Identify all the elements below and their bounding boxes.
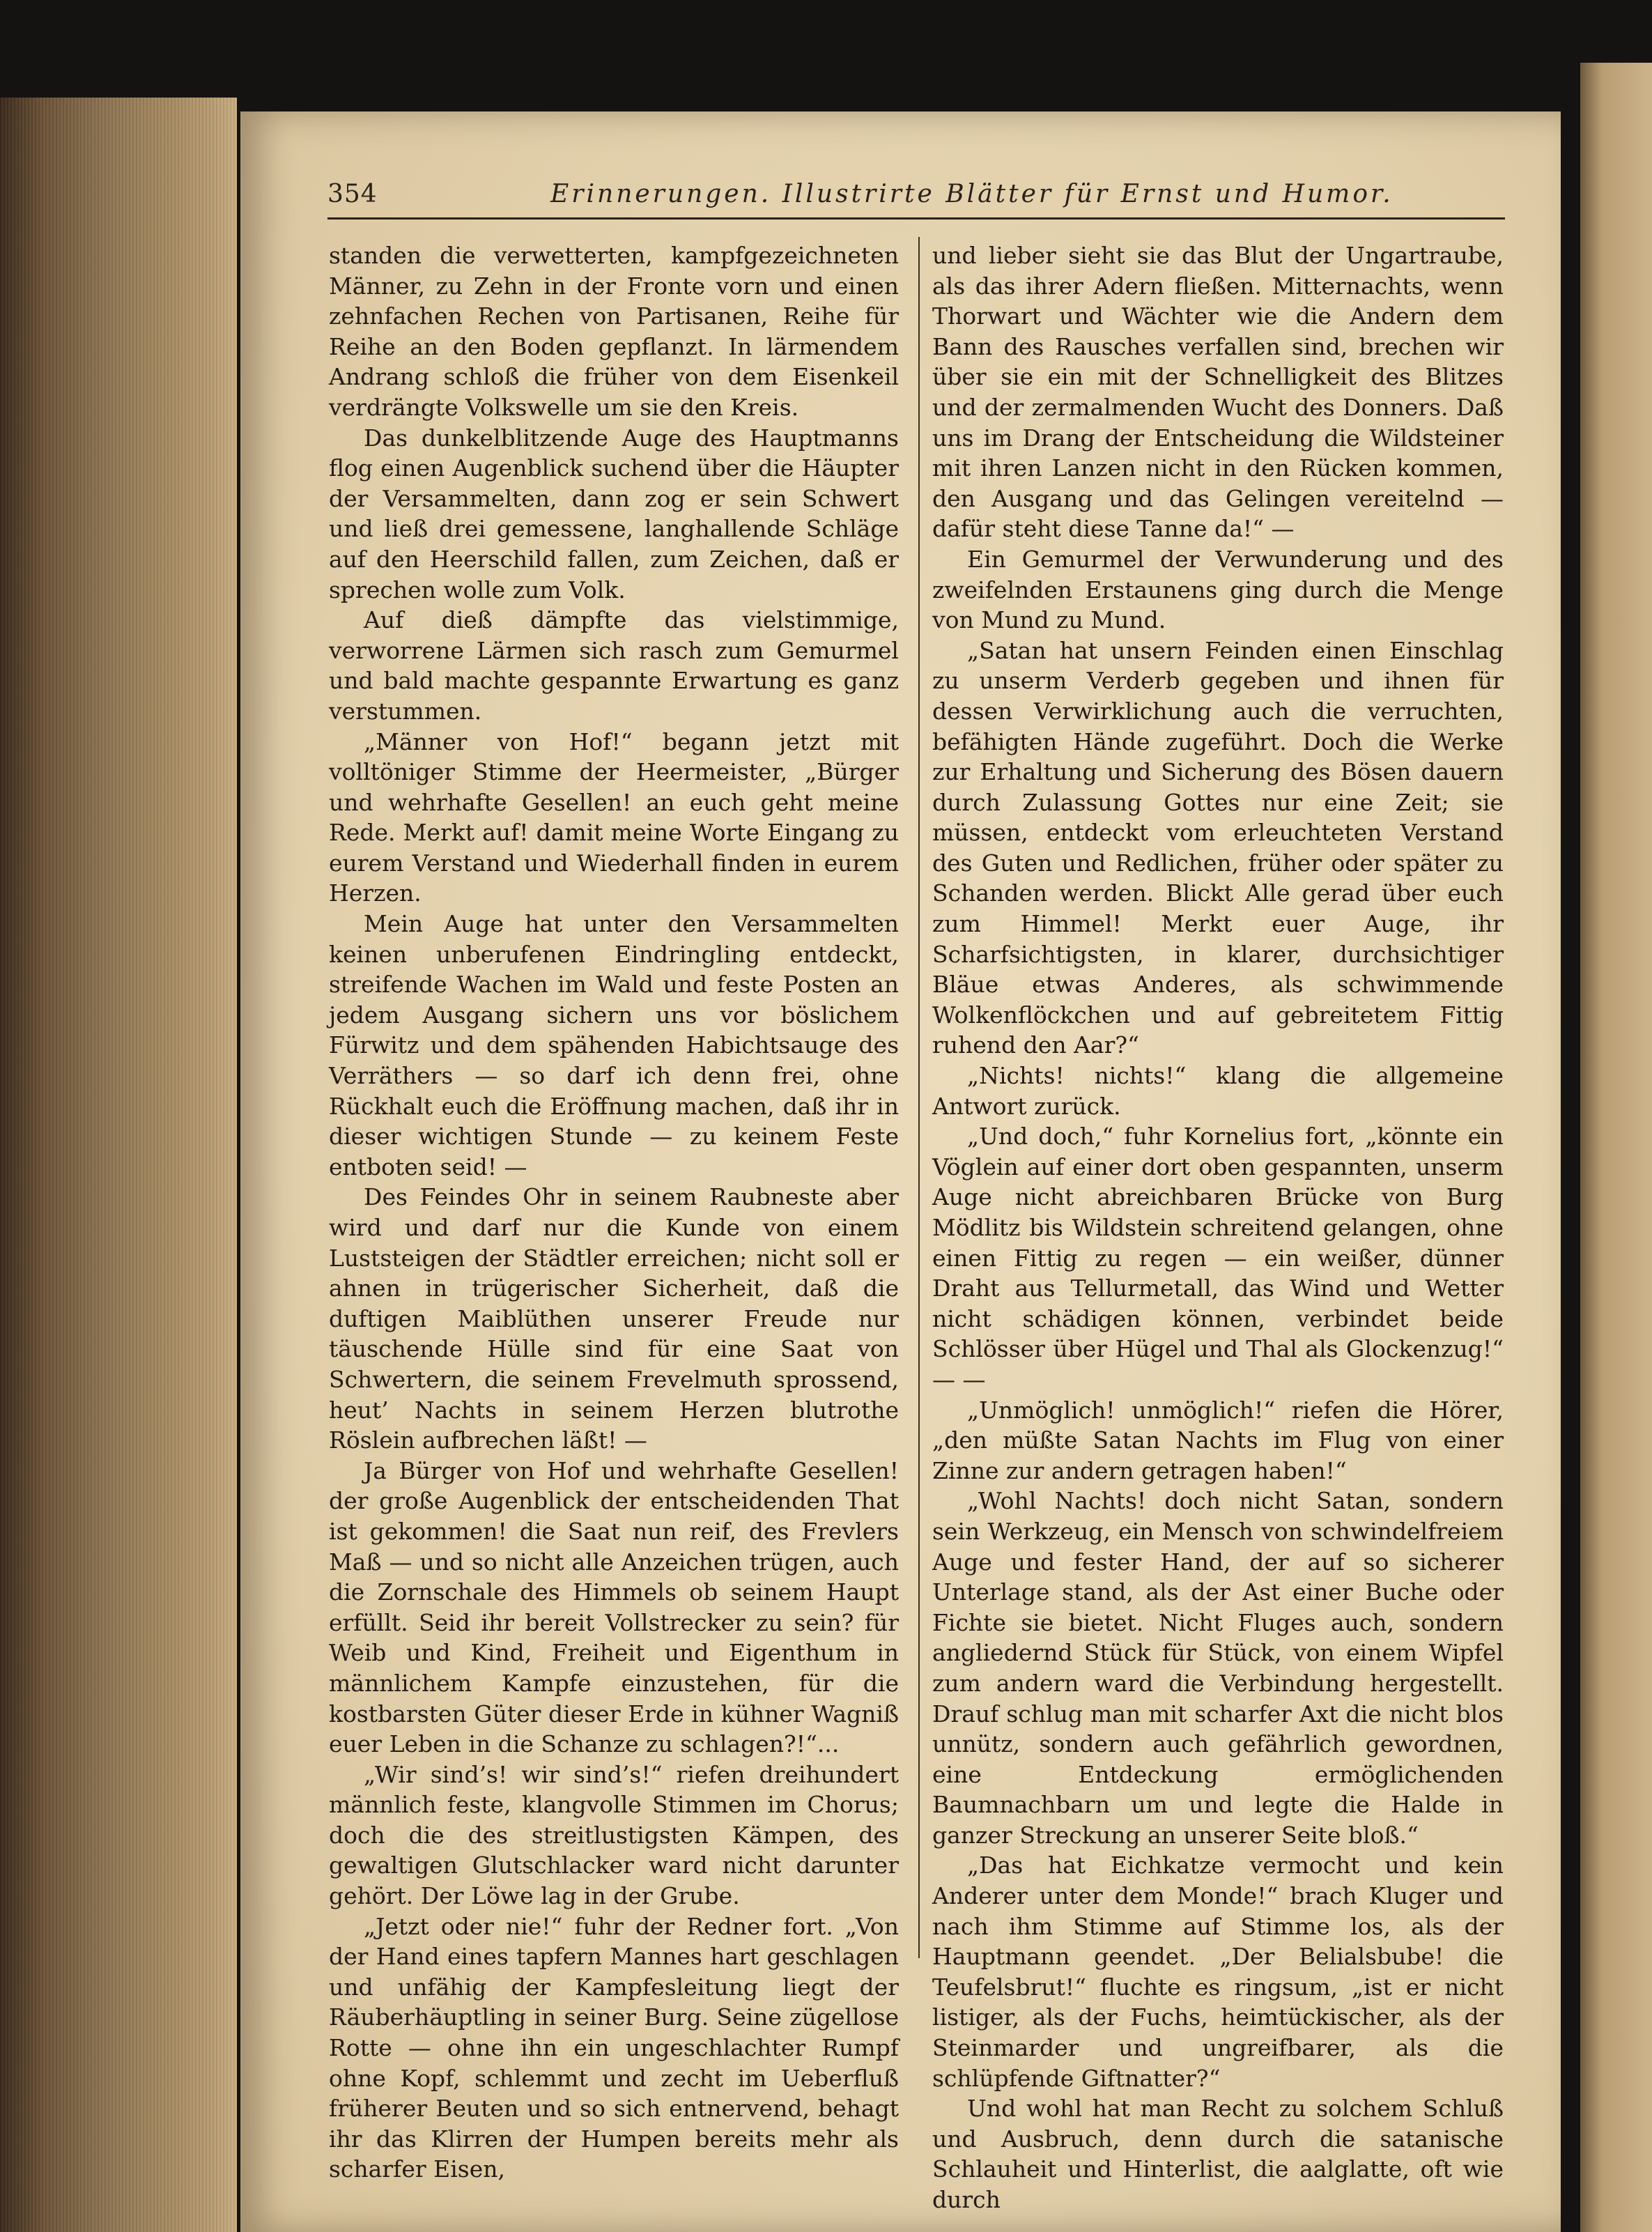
paragraph: Mein Auge hat unter den Versammelten keinen unberufenen Eindringling entdeckt, streifende Wachen im Wald und feste Posten an jedem Ausgang sichern uns vor böslichem Fürwitz und dem spähenden Habichtsauge des Verräthers — so darf ich denn frei, ohne Rückhalt euch die Eröffnung machen, daß ihr in dieser wichtigen Stunde — zu keinem Feste entboten seid! — bbox=[329, 910, 899, 1180]
right-column bbox=[932, 240, 1504, 2215]
paragraph: Ja Bürger von Hof und wehrhafte Gesellen! der große Augenblick der entscheidenden That ist gekommen! die Saat nun reif, des Frevlers Maß — und so nicht alle Anzeichen trügen, auch die Zornschale des Himmels ob seinem Haupt erfüllt. Seid ihr bereit Vollstrecker zu sein? für Weib und Kind, Freiheit und Eigenthum in männlichem Kampfe einzustehen, für die kostbarsten Güter dieser Erde in kühner Wagniß euer Leben in die Schanze zu schlagen?!“... bbox=[329, 1456, 899, 1758]
paragraph: „Das hat Eichkatze vermocht und kein Anderer unter dem Monde!“ brach Kluger und nach ihm Stimme auf Stimme los, als der Hauptmann geendet. „Der Belialsbube! die Teufelsbrut!“ fluchte es ringsum, „ist er nicht listiger, als der Fuchs, heimtückischer, als der Steinmarder und ungreifbarer, als die schlüpfende Giftnatter?“ bbox=[932, 1852, 1504, 2092]
paragraph: „Wohl Nachts! doch nicht Satan, sondern sein Werkzeug, ein Mensch von schwindelfreiem Auge und fester Hand, der auf so sicherer Unterlage stand, als der Ast einer Buche oder Fichte sie bietet. Nicht Fluges auch, sondern angliedernd Stück für Stück, von einem Wipfel zum andern ward die Verbindung hergestellt. Drauf schlug man mit scharfer Axt die nicht blos unnütz, sondern auch gefährlich gewordnen, eine Entdeckung ermöglichenden Baumnachbarn um und legte die Halde in ganzer Streckung an unserer Seite bloß.“ bbox=[932, 1487, 1504, 1849]
paragraph: Auf dieß dämpfte das vielstimmige, verworrene Lärmen sich rasch zum Gemurmel und bald machte gespannte Erwartung es ganz verstummen. bbox=[329, 606, 899, 725]
running-title: Erinnerungen. Illustrirte Blätter für Ernst und Humor. bbox=[550, 180, 1394, 208]
paragraph: „Wir sind’s! wir sind’s!“ riefen dreihundert männlich feste, klangvolle Stimmen im Chorus; doch die des streitlustigsten Kämpen, des gewaltigen Glutschlacker ward nicht darunter gehört. Der Löwe lag in der Grube. bbox=[329, 1760, 899, 1910]
adjacent-page-edge bbox=[1580, 63, 1652, 2232]
paragraph: Und wohl hat man Recht zu solchem Schluß und Ausbruch, denn durch die satanische Schlauheit und Hinterlist, die aalglatte, oft wie durch bbox=[932, 2095, 1504, 2213]
column-divider bbox=[918, 237, 920, 1958]
paragraph: „Satan hat unsern Feinden einen Einschlag zu unserm Verderb gegeben und ihnen für dessen Verwirklichung auch die verruchten, befähigten Hände zugeführt. Doch die Werke zur Erhaltung und Sicherung des Bösen dauern durch Zulassung Gottes nur eine Zeit; sie müssen, entdeckt vom erleuchteten Verstand des Guten und Redlichen, früher oder später zu Schanden werden. Blickt Alle gerad über euch zum Himmel! Merkt euer Auge, ihr Scharfsichtigsten, in klarer, durchsichtiger Bläue etwas Anderes, als schwimmende Wolkenflöckchen und auf gebreitetem Fittig ruhend den Aar?“ bbox=[932, 636, 1504, 1059]
header-rule bbox=[327, 217, 1505, 220]
page-number: 354 bbox=[327, 180, 378, 208]
paragraph: Das dunkelblitzende Auge des Hauptmanns flog einen Augenblick suchend über die Häupter der Versammelten, dann zog er sein Schwert und ließ drei gemessene, langhallende Schläge auf den Heerschild fallen, zum Zeichen, daß er sprechen wolle zum Volk. bbox=[329, 424, 899, 603]
paragraph: „Männer von Hof!“ begann jetzt mit volltöniger Stimme der Heermeister, „Bürger und wehrhafte Gesellen! an euch geht meine Rede. Merkt auf! damit meine Worte Eingang zu eurem Verstand und Wiederhall finden in eurem Herzen. bbox=[329, 728, 899, 907]
paragraph: Des Feindes Ohr in seinem Raubneste aber wird und darf nur die Kunde von einem Luststeigen der Städtler erreichen; nicht soll er ahnen in trügerischer Sicherheit, daß die duftigen Maiblüthen unserer Freude nur täuschende Hülle sind für eine Saat von Schwertern, die seinem Frevelmuth sprossend, heut’ Nachts in seinem Herzen blutrothe Röslein aufbrechen läßt! — bbox=[329, 1183, 899, 1454]
paragraph: „Unmöglich! unmöglich!“ riefen die Hörer, „den müßte Satan Nachts im Flug von einer Zinne zur andern getragen haben!“ bbox=[932, 1396, 1504, 1484]
page-header bbox=[327, 180, 1505, 222]
paragraph: „Jetzt oder nie!“ fuhr der Redner fort. „Von der Hand eines tapfern Mannes hart geschlagen und unfähig der Kampfesleitung liegt der Räuberhäuptling in seiner Burg. Seine zügellose Rotte — ohne ihn ein ungeschlachter Rumpf ohne Kopf, schlemmt und zecht im Ueberfluß früherer Beuten und so sich entnervend, behagt ihr das Klirren der Humpen bereits mehr als scharfer Eisen, bbox=[329, 1912, 899, 2183]
paragraph: „Nichts! nichts!“ klang die allgemeine Antwort zurück. bbox=[932, 1062, 1504, 1120]
book-edge bbox=[0, 98, 237, 2232]
left-column bbox=[329, 240, 899, 2185]
paragraph: Ein Gemurmel der Verwunderung und des zweifelnden Erstaunens ging durch die Menge von Mund zu Mund. bbox=[932, 545, 1504, 634]
paragraph: und lieber sieht sie das Blut der Ungartraube, als das ihrer Adern fließen. Mitternachts, wenn Thorwart und Wächter wie die Andern dem Bann des Rausches verfallen sind, brechen wir über sie ein mit der Schnelligkeit des Blitzes und der zermalmenden Wucht des Donners. Daß uns im Drang der Entscheidung die Wildsteiner mit ihren Lanzen nicht in den Rücken kommen, den Ausgang und das Gelingen vereitelnd — dafür steht diese Tanne da!“ — bbox=[932, 242, 1504, 543]
paragraph: „Und doch,“ fuhr Kornelius fort, „könnte ein Vöglein auf einer dort oben gespannten, unserm Auge nicht abreichbaren Brücke von Burg Mödlitz bis Wildstein schreitend gelangen, ohne einen Fittig zu regen — ein weißer, dünner Draht aus Tellurmetall, das Wind und Wetter nicht schädigen können, verbindet beide Schlösser über Hügel und Thal als Glockenzug!“ — — bbox=[932, 1123, 1504, 1393]
paragraph: standen die verwetterten, kampfgezeichneten Männer, zu Zehn in der Fronte vorn und einen zehnfachen Rechen von Partisanen, Reihe für Reihe an den Boden gepflanzt. In lärmendem Andrang schloß die früher von dem Eisenkeil verdrängte Volkswelle um sie den Kreis. bbox=[329, 242, 899, 421]
